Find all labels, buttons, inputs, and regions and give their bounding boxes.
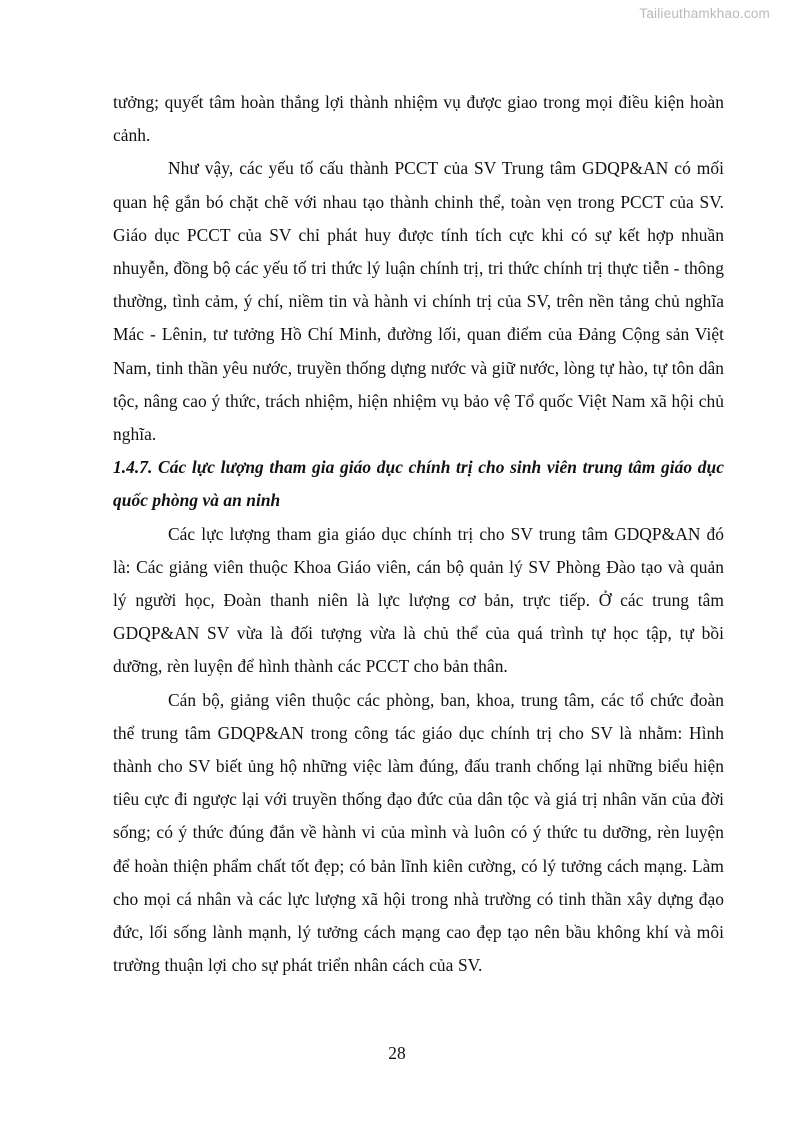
section-heading-1-4-7: 1.4.7. Các lực lượng tham gia giáo dục chính trị cho sinh viên trung tâm giáo dục quốc phòng và an ninh [113, 457, 724, 511]
paragraph-summary: Như vậy, các yếu tố cấu thành PCCT của SV Trung tâm GDQP&AN có mối quan hệ gắn bó chặt chẽ với nhau tạo thành chinh thể, toàn vẹn trong PCCT của SV. Giáo dục PCCT của SV chỉ phát huy được tính tích cực khi có sự kết hợp nhuần nhuyễn, đồng bộ các yếu tố tri thức lý luận chính trị, tri thức chính trị thực tiễn - thông thường, tình cảm, ý chí, niềm tin và hành vi chính trị của SV, trên nền tảng chủ nghĩa Mác - Lênin, tư tưởng Hồ Chí Minh, đường lối, quan điểm của Đảng Cộng sản Việt Nam, tinh thần yêu nước, truyền thống dựng nước và giữ nước, lòng tự hào, tự tôn dân tộc, nâng cao ý thức, trách nhiệm, hiện nhiệm vụ bảo vệ Tổ quốc Việt Nam xã hội chủ nghĩa. [113, 158, 724, 445]
paragraph-staff: Cán bộ, giảng viên thuộc các phòng, ban, khoa, trung tâm, các tổ chức đoàn thể trung tâm GDQP&AN trong công tác giáo dục chính trị cho SV là nhằm: Hình thành cho SV biết ủng hộ những việc làm đúng, đấu tranh chống lại những biểu hiện tiêu cực đi ngược lại với truyền thống đạo đức của dân tộc và giá trị nhân văn của đời sống; có ý thức đúng đắn về hành vi của mình và luôn có ý thức tu dưỡng, rèn luyện để hoàn thiện phẩm chất tốt đẹp; có bản lĩnh kiên cường, có lý tưởng cách mạng. Làm cho mọi cá nhân và các lực lượng xã hội trong nhà trường có tinh thần xây dựng đạo đức, lối sống lành mạnh, lý tưởng cách mạng cao đẹp tạo nên bầu không khí và môi trường thuận lợi cho sự phát triển nhân cách của SV. [113, 689, 724, 976]
site-watermark: Tailieuthamkhao.com [639, 6, 770, 21]
page-number: 28 [388, 1043, 406, 1063]
paragraph-continuation: tưởng; quyết tâm hoàn thắng lợi thành nhiệm vụ được giao trong mọi điều kiện hoàn cảnh. [113, 92, 724, 146]
page-text-body [113, 86, 724, 982]
paragraph-forces: Các lực lượng tham gia giáo dục chính trị cho SV trung tâm GDQP&AN đó là: Các giảng viên thuộc Khoa Giáo viên, cán bộ quản lý SV Phòng Đào tạo và quản lý người học, Đoàn thanh niên là lực lượng cơ bản, trực tiếp. Ở các trung tâm GDQP&AN SV vừa là đối tượng vừa là chủ thể của quá trình tự học tập, tự bồi dưỡng, rèn luyện để hình thành các PCCT cho bản thân. [113, 523, 724, 677]
